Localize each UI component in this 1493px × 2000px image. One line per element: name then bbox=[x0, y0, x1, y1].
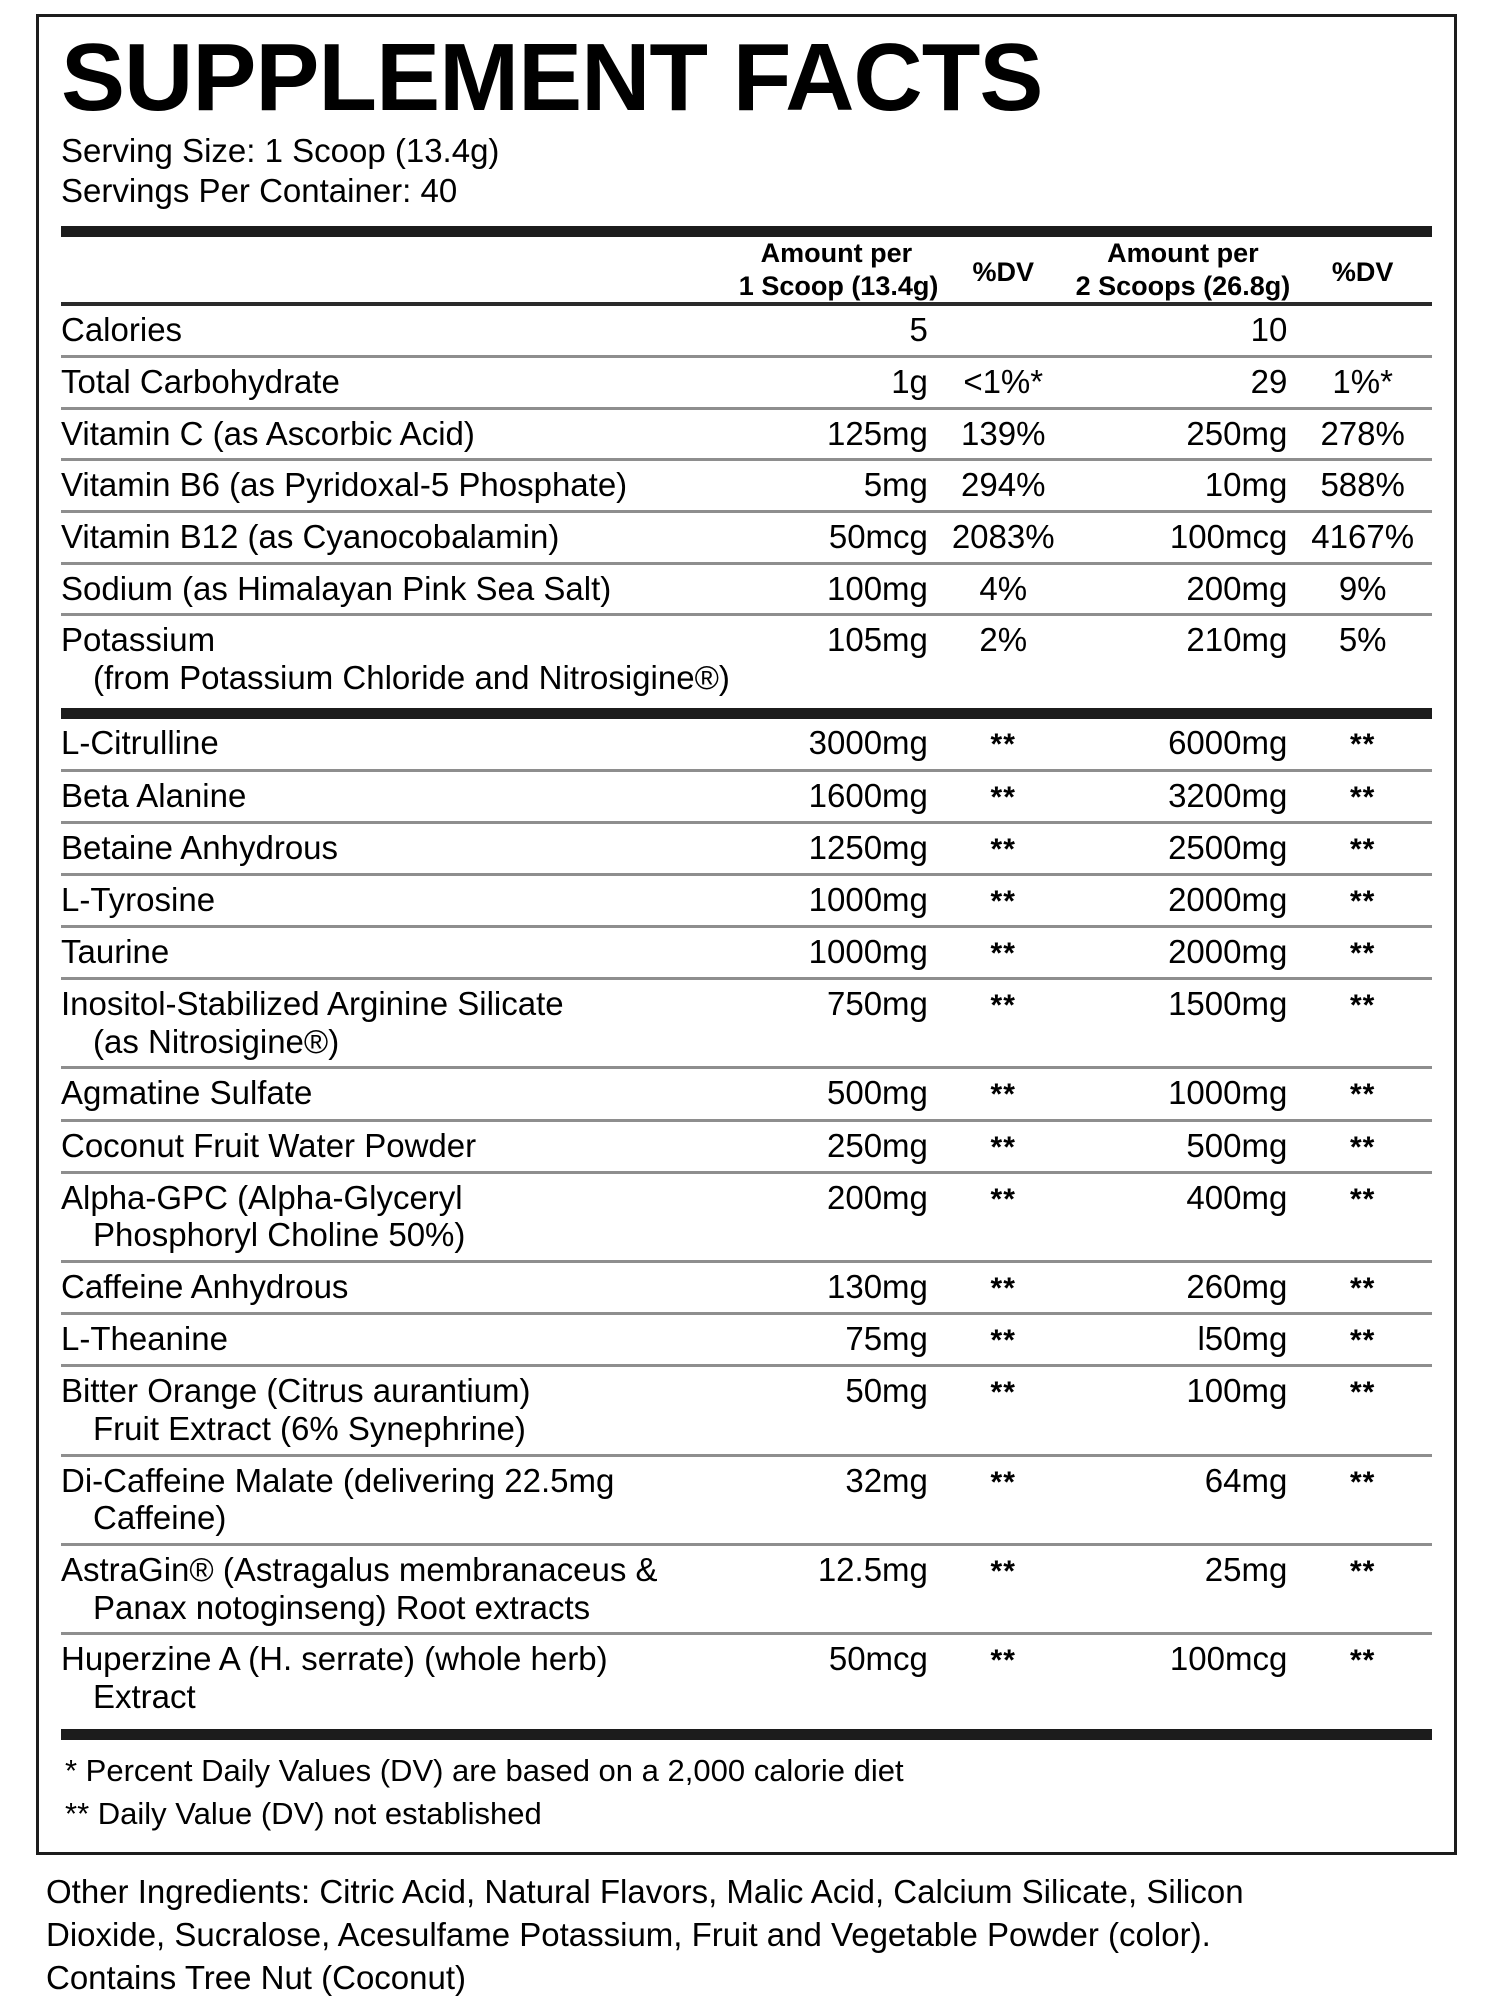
header-amount-1-line1: Amount per bbox=[760, 237, 913, 268]
row-ingredient-name: Calories bbox=[61, 311, 183, 349]
table-row bbox=[61, 1314, 1432, 1366]
divider-thick-top bbox=[61, 226, 1432, 237]
dv-not-established-marker: ** bbox=[1349, 832, 1376, 866]
other-ingredients-block bbox=[46, 1871, 1449, 2000]
table-row bbox=[61, 511, 1432, 563]
row-dv-2 bbox=[1293, 1172, 1432, 1261]
row-dv-2: 4167% bbox=[1293, 511, 1432, 563]
row-amount-2-scoops: 25mg bbox=[1073, 1544, 1294, 1633]
dv-not-established-marker: ** bbox=[990, 1272, 1016, 1306]
dv-not-established-marker: ** bbox=[990, 1130, 1016, 1164]
table-row bbox=[61, 1262, 1432, 1314]
row-amount-2-scoops: 100mcg bbox=[1073, 511, 1294, 563]
row-amount-2-scoops: 6000mg bbox=[1168, 724, 1288, 762]
row-dv-2 bbox=[1293, 874, 1432, 926]
table-row bbox=[61, 979, 1432, 1068]
row-ingredient-name-continued: (from Potassium Chloride and Nitrosigine®) bbox=[93, 658, 730, 696]
row-dv-1 bbox=[934, 979, 1073, 1068]
row-dv-2 bbox=[1293, 979, 1432, 1068]
row-dv-1 bbox=[934, 1366, 1073, 1455]
row-amount-1-scoop: 50mcg bbox=[739, 1634, 934, 1722]
row-dv-1 bbox=[934, 1544, 1073, 1633]
row-amount-2-scoops: 2000mg bbox=[1073, 927, 1294, 979]
row-ingredient-name: Inositol-Stabilized Arginine Silicate (as Nitrosigine®) bbox=[61, 979, 739, 1068]
table-row bbox=[61, 1120, 1432, 1172]
header-dv-2: %DV bbox=[1331, 256, 1394, 287]
dv-not-established-marker: ** bbox=[1349, 1272, 1376, 1306]
row-dv-1 bbox=[934, 306, 1073, 356]
row-dv-1 bbox=[934, 770, 1073, 822]
dv-not-established-marker: ** bbox=[990, 1644, 1016, 1678]
dv-not-established-marker: ** bbox=[1349, 728, 1376, 762]
dv-not-established-marker: ** bbox=[990, 1078, 1016, 1112]
ingredient-rows-body bbox=[61, 719, 1432, 1721]
dv-not-established-marker: ** bbox=[990, 937, 1016, 971]
header-amount-1-line2: 1 Scoop (13.4g) bbox=[738, 270, 939, 301]
row-amount-1-scoop: 1600mg bbox=[739, 770, 934, 822]
row-amount-1-scoop: 50mg bbox=[739, 1366, 934, 1455]
row-amount-2-scoops: 1500mg bbox=[1073, 979, 1294, 1068]
row-ingredient-name: Beta Alanine bbox=[61, 770, 739, 822]
row-dv-1: 294% bbox=[934, 460, 1073, 512]
row-amount-1-scoop: 1000mg bbox=[739, 927, 934, 979]
row-amount-1-scoop: 105mg bbox=[739, 615, 934, 703]
dv-not-established-marker: ** bbox=[990, 989, 1016, 1023]
dv-not-established-marker: ** bbox=[1349, 1182, 1376, 1216]
row-dv-2 bbox=[1293, 719, 1432, 770]
row-dv-1 bbox=[934, 1314, 1073, 1366]
row-amount-2-scoops: 260mg bbox=[1073, 1262, 1294, 1314]
row-ingredient-name: Vitamin B6 (as Pyridoxal-5 Phosphate) bbox=[61, 460, 739, 512]
row-dv-1 bbox=[934, 874, 1073, 926]
footnote-dv-basis: * Percent Daily Values (DV) are based on a 2,000 calorie diet bbox=[65, 1753, 904, 1789]
row-dv-1: 2083% bbox=[934, 511, 1073, 563]
table-row bbox=[61, 460, 1432, 512]
header-amount-2-line2: 2 Scoops (26.8g) bbox=[1075, 270, 1291, 301]
row-dv-2: 9% bbox=[1293, 563, 1432, 615]
row-amount-1-scoop: 100mg bbox=[739, 563, 934, 615]
row-amount-2-scoops: 400mg bbox=[1073, 1172, 1294, 1261]
row-ingredient-name-continued: Fruit Extract (6% Synephrine) bbox=[93, 1410, 526, 1448]
table-row bbox=[61, 719, 1432, 770]
row-dv-1 bbox=[934, 1172, 1073, 1261]
row-dv-2 bbox=[1293, 822, 1432, 874]
row-ingredient-name: Coconut Fruit Water Powder bbox=[61, 1120, 739, 1172]
table-row bbox=[61, 615, 1432, 703]
row-ingredient-name: L-Theanine bbox=[61, 1314, 739, 1366]
row-amount-2-scoops: 29 bbox=[1073, 357, 1294, 409]
row-ingredient-name: L-Citrulline bbox=[61, 724, 219, 762]
supplement-facts-table bbox=[61, 237, 1432, 303]
row-ingredient-name: Alpha-GPC (Alpha-Glyceryl Phosphoryl Choline 50%) bbox=[61, 1172, 739, 1261]
table-row bbox=[61, 1455, 1432, 1544]
row-ingredient-name: Potassium (from Potassium Chloride and Nitrosigine®) bbox=[61, 615, 739, 703]
table-row bbox=[61, 874, 1432, 926]
row-amount-1-scoop: 1250mg bbox=[739, 822, 934, 874]
dv-not-established-marker: ** bbox=[990, 832, 1016, 866]
row-dv-2: 278% bbox=[1293, 408, 1432, 460]
row-dv-2 bbox=[1293, 1068, 1432, 1120]
row-dv-2 bbox=[1293, 927, 1432, 979]
table-header-row bbox=[61, 237, 1432, 303]
row-dv-1 bbox=[934, 1120, 1073, 1172]
row-ingredient-name-continued: (as Nitrosigine®) bbox=[93, 1022, 340, 1060]
table-row bbox=[61, 927, 1432, 979]
row-dv-1: 4% bbox=[934, 563, 1073, 615]
row-ingredient-name: Total Carbohydrate bbox=[61, 357, 739, 409]
header-amount-1-scoop bbox=[738, 237, 939, 303]
row-ingredient-name: AstraGin® (Astragalus membranaceus & Panax notoginseng) Root extracts bbox=[61, 1544, 739, 1633]
row-amount-2-scoops: 100mcg bbox=[1073, 1634, 1294, 1722]
dv-not-established-marker: ** bbox=[1349, 1324, 1376, 1358]
row-ingredient-name: Vitamin B12 (as Cyanocobalamin) bbox=[61, 511, 739, 563]
table-row bbox=[61, 822, 1432, 874]
dv-not-established-marker: ** bbox=[990, 1182, 1016, 1216]
row-dv-1 bbox=[934, 719, 1073, 770]
row-dv-1: 2% bbox=[934, 615, 1073, 703]
row-dv-2: 588% bbox=[1293, 460, 1432, 512]
table-row bbox=[61, 1544, 1432, 1633]
dv-not-established-marker: ** bbox=[990, 1554, 1016, 1588]
nutrient-rows-table bbox=[61, 306, 1432, 702]
row-amount-2-scoops: 500mg bbox=[1073, 1120, 1294, 1172]
dv-not-established-marker: ** bbox=[1349, 780, 1376, 814]
dv-not-established-marker: ** bbox=[990, 1324, 1016, 1358]
row-dv-2 bbox=[1293, 1455, 1432, 1544]
row-ingredient-name: Sodium (as Himalayan Pink Sea Salt) bbox=[61, 563, 739, 615]
divider-thick-bottom bbox=[61, 1729, 1432, 1740]
row-amount-2-scoops: 10 bbox=[1250, 311, 1288, 349]
other-ingredients-line-2: Dioxide, Sucralose, Acesulfame Potassium, Fruit and Vegetable Powder (color). bbox=[46, 1915, 1211, 1953]
row-ingredient-name: Di-Caffeine Malate (delivering 22.5mg Caffeine) bbox=[61, 1455, 739, 1544]
servings-per-container-text: Servings Per Container: 40 bbox=[61, 172, 458, 210]
other-ingredients-line-1: Other Ingredients: Citric Acid, Natural Flavors, Malic Acid, Calcium Silicate, Silicon bbox=[46, 1872, 1244, 1910]
header-amount-2-scoops bbox=[1073, 237, 1294, 303]
row-amount-1-scoop: 50mcg bbox=[739, 511, 934, 563]
row-ingredient-name-continued: Caffeine) bbox=[93, 1499, 227, 1537]
row-amount-1-scoop: 750mg bbox=[739, 979, 934, 1068]
row-amount-2-scoops: 100mg bbox=[1073, 1366, 1294, 1455]
row-dv-1 bbox=[934, 1455, 1073, 1544]
row-dv-2 bbox=[1293, 306, 1432, 356]
table-row bbox=[61, 306, 1432, 356]
dv-not-established-marker: ** bbox=[1349, 1130, 1376, 1164]
dv-not-established-marker: ** bbox=[990, 1465, 1016, 1499]
row-amount-1-scoop: 5mg bbox=[739, 460, 934, 512]
header-dv-1: %DV bbox=[972, 256, 1034, 287]
header-amount-2-line1: Amount per bbox=[1107, 237, 1259, 268]
row-dv-2 bbox=[1293, 1544, 1432, 1633]
row-amount-2-scoops: 210mg bbox=[1073, 615, 1294, 703]
dv-not-established-marker: ** bbox=[1349, 1465, 1376, 1499]
dv-not-established-marker: ** bbox=[990, 1376, 1016, 1410]
row-amount-1-scoop: 12.5mg bbox=[739, 1544, 934, 1633]
row-amount-2-scoops: 2000mg bbox=[1073, 874, 1294, 926]
footnote-dv-not-established: ** Daily Value (DV) not established bbox=[65, 1796, 542, 1832]
row-dv-2 bbox=[1293, 1314, 1432, 1366]
row-dv-2 bbox=[1293, 1120, 1432, 1172]
row-dv-1: <1%* bbox=[934, 357, 1073, 409]
header-blank bbox=[61, 237, 739, 303]
row-amount-1-scoop: 125mg bbox=[739, 408, 934, 460]
row-dv-1 bbox=[934, 1262, 1073, 1314]
row-dv-1 bbox=[934, 822, 1073, 874]
row-amount-1-scoop: 500mg bbox=[739, 1068, 934, 1120]
dv-not-established-marker: ** bbox=[990, 780, 1016, 814]
row-dv-1 bbox=[934, 1634, 1073, 1722]
row-dv-2 bbox=[1293, 1262, 1432, 1314]
row-dv-1: 139% bbox=[934, 408, 1073, 460]
row-dv-2: 5% bbox=[1293, 615, 1432, 703]
dv-not-established-marker: ** bbox=[1349, 1376, 1376, 1410]
row-amount-1-scoop: 3000mg bbox=[808, 724, 928, 762]
dv-not-established-marker: ** bbox=[1349, 884, 1376, 918]
row-ingredient-name: Vitamin C (as Ascorbic Acid) bbox=[61, 408, 739, 460]
row-amount-1-scoop: 75mg bbox=[739, 1314, 934, 1366]
row-amount-1-scoop: 32mg bbox=[739, 1455, 934, 1544]
table-row bbox=[61, 1068, 1432, 1120]
row-amount-2-scoops: 10mg bbox=[1073, 460, 1294, 512]
row-amount-2-scoops: 250mg bbox=[1073, 408, 1294, 460]
dv-not-established-marker: ** bbox=[1349, 1078, 1376, 1112]
row-ingredient-name-continued: Extract bbox=[93, 1677, 196, 1715]
row-ingredient-name: Agmatine Sulfate bbox=[61, 1068, 739, 1120]
row-dv-1 bbox=[934, 927, 1073, 979]
table-row bbox=[61, 563, 1432, 615]
row-dv-1 bbox=[934, 1068, 1073, 1120]
serving-size-text: Serving Size: 1 Scoop (13.4g) bbox=[61, 132, 500, 170]
dv-not-established-marker: ** bbox=[1349, 937, 1376, 971]
row-amount-2-scoops: 2500mg bbox=[1073, 822, 1294, 874]
row-amount-1-scoop: 1g bbox=[739, 357, 934, 409]
page-title: SUPPLEMENT FACTS bbox=[61, 24, 1043, 131]
table-row bbox=[61, 1366, 1432, 1455]
row-dv-2 bbox=[1293, 770, 1432, 822]
row-amount-1-scoop: 250mg bbox=[739, 1120, 934, 1172]
row-amount-2-scoops: 1000mg bbox=[1073, 1068, 1294, 1120]
table-row bbox=[61, 408, 1432, 460]
row-amount-1-scoop: 200mg bbox=[739, 1172, 934, 1261]
dv-not-established-marker: ** bbox=[990, 728, 1016, 762]
row-ingredient-name: Huperzine A (H. serrate) (whole herb) Extract bbox=[61, 1634, 739, 1722]
row-dv-2: 1%* bbox=[1293, 357, 1432, 409]
dv-not-established-marker: ** bbox=[1349, 989, 1376, 1023]
row-ingredient-name-continued: Phosphoryl Choline 50%) bbox=[93, 1216, 466, 1254]
row-ingredient-name: Bitter Orange (Citrus aurantium) Fruit Extract (6% Synephrine) bbox=[61, 1366, 739, 1455]
dv-not-established-marker: ** bbox=[990, 884, 1016, 918]
table-row bbox=[61, 770, 1432, 822]
row-amount-1-scoop: 130mg bbox=[739, 1262, 934, 1314]
ingredient-rows-table bbox=[61, 719, 1432, 1721]
nutrient-rows-body bbox=[61, 306, 1432, 702]
dv-not-established-marker: ** bbox=[1349, 1644, 1376, 1678]
row-amount-2-scoops: l50mg bbox=[1073, 1314, 1294, 1366]
supplement-facts-panel bbox=[36, 14, 1457, 1855]
row-amount-2-scoops: 64mg bbox=[1073, 1455, 1294, 1544]
row-ingredient-name-continued: Panax notoginseng) Root extracts bbox=[93, 1588, 591, 1626]
row-ingredient-name: Caffeine Anhydrous bbox=[61, 1262, 739, 1314]
row-ingredient-name: L-Tyrosine bbox=[61, 874, 739, 926]
row-dv-2 bbox=[1293, 1366, 1432, 1455]
row-amount-1-scoop: 1000mg bbox=[739, 874, 934, 926]
table-row bbox=[61, 357, 1432, 409]
row-amount-1-scoop: 5 bbox=[909, 311, 928, 349]
table-row bbox=[61, 1634, 1432, 1722]
row-ingredient-name: Betaine Anhydrous bbox=[61, 822, 739, 874]
table-row bbox=[61, 1172, 1432, 1261]
row-ingredient-name: Taurine bbox=[61, 927, 739, 979]
divider-thick-middle bbox=[61, 708, 1432, 719]
allergen-statement: Contains Tree Nut (Coconut) bbox=[46, 1958, 467, 1996]
row-amount-2-scoops: 200mg bbox=[1073, 563, 1294, 615]
row-amount-2-scoops: 3200mg bbox=[1073, 770, 1294, 822]
row-dv-2 bbox=[1293, 1634, 1432, 1722]
dv-not-established-marker: ** bbox=[1349, 1554, 1376, 1588]
